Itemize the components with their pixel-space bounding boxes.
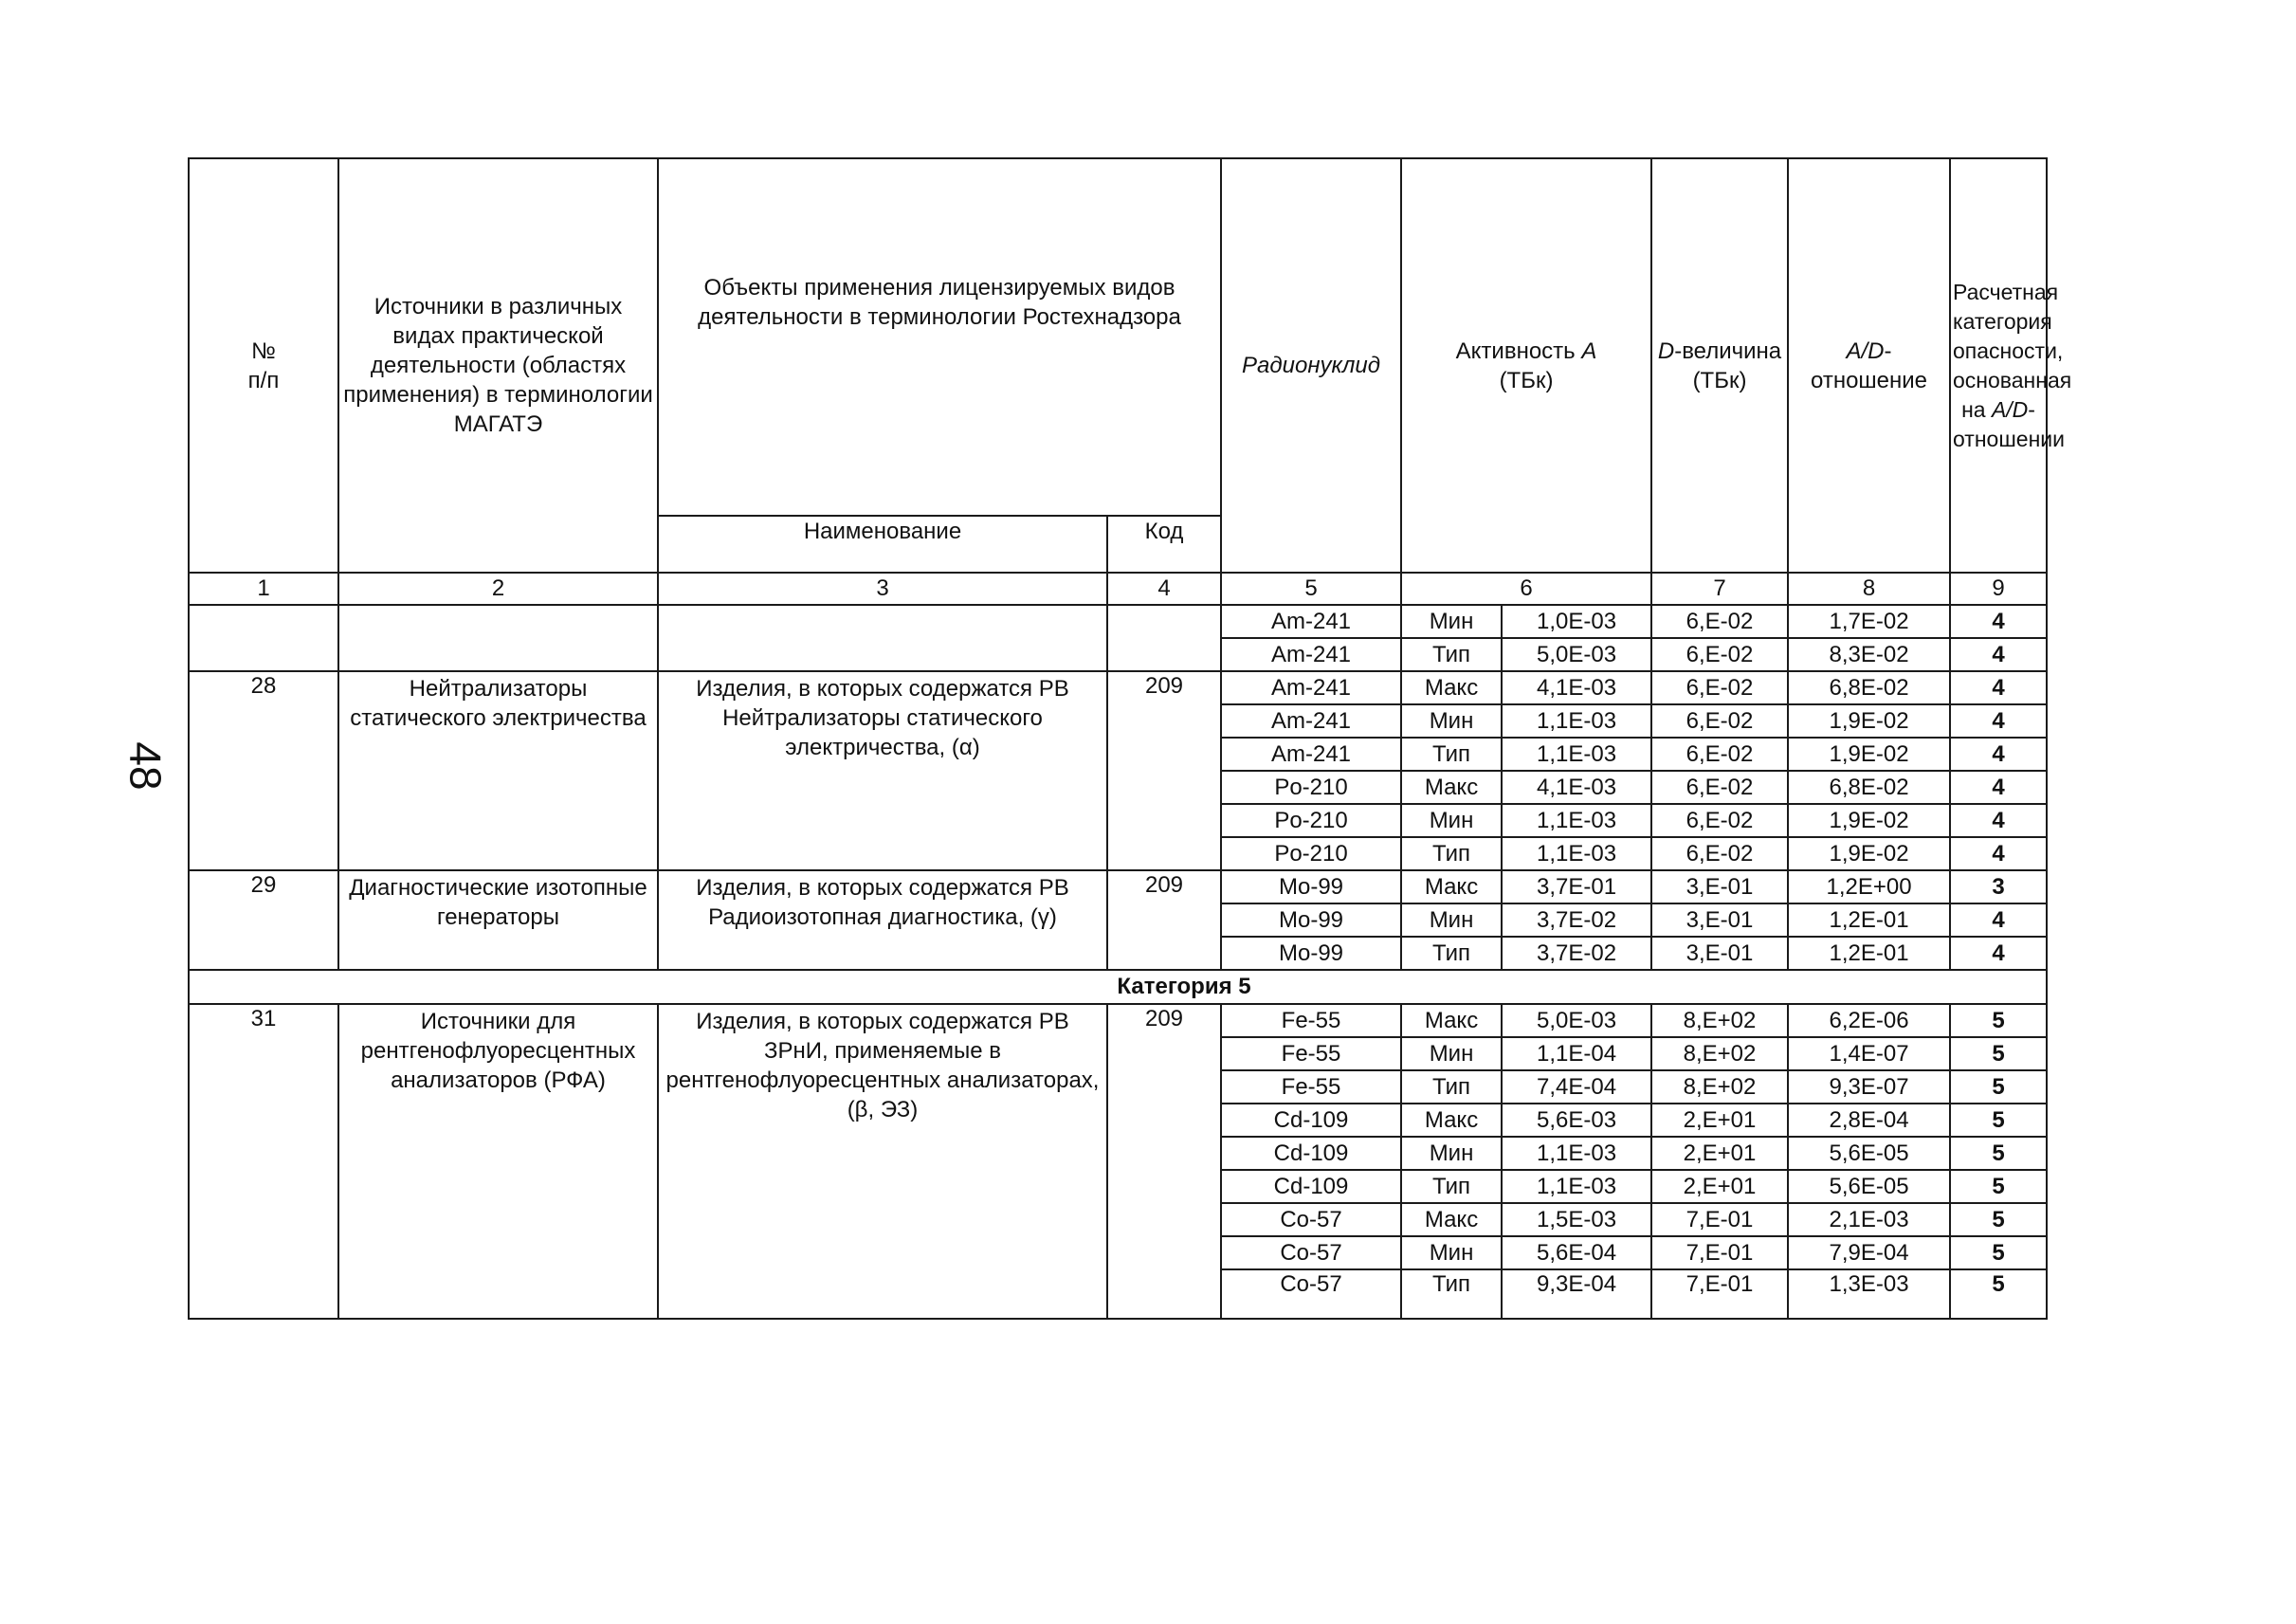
cell-activity: 1,1E-03	[1502, 1137, 1651, 1170]
cell-category: 5	[1950, 1104, 2047, 1137]
cell-category: 5	[1950, 1203, 2047, 1236]
entry-source: Источники для рентгенофлуоресцентных анализаторов (РФА)	[338, 1004, 658, 1319]
cell-ad-ratio: 7,9E-04	[1788, 1236, 1950, 1269]
cell-activity: 1,1E-03	[1502, 804, 1651, 837]
cell-ad-ratio: 1,9E-02	[1788, 837, 1950, 870]
cell-activity: 1,1E-03	[1502, 704, 1651, 738]
cell-ad-ratio: 1,3E-03	[1788, 1269, 1950, 1319]
cell-d-value: 7,E-01	[1651, 1203, 1788, 1236]
cell-activity-type: Тип	[1401, 1269, 1502, 1319]
cell-activity-type: Тип	[1401, 638, 1502, 671]
cell-radionuclide: Mo-99	[1221, 870, 1401, 903]
column-number: 7	[1651, 573, 1788, 605]
entry-object	[658, 605, 1107, 671]
entry-object: Изделия, в которых содержатся РВ Нейтрализаторы статического электричества, (α)	[658, 671, 1107, 870]
cell-category: 5	[1950, 1269, 2047, 1319]
entry-object: Изделия, в которых содержатся РВ Радиоизотопная диагностика, (γ)	[658, 870, 1107, 970]
column-number: 8	[1788, 573, 1950, 605]
cell-activity-type: Макс	[1401, 671, 1502, 704]
table-row	[189, 1004, 2047, 1037]
entry-number	[189, 605, 338, 671]
category-label: Категория 5	[1117, 974, 1251, 999]
cell-activity: 3,7E-02	[1502, 937, 1651, 970]
cell-activity-type: Мин	[1401, 903, 1502, 937]
category-label-cell	[189, 970, 2047, 1004]
column-number: 2	[338, 573, 658, 605]
cell-radionuclide: Mo-99	[1221, 937, 1401, 970]
cell-d-value: 6,E-02	[1651, 671, 1788, 704]
cell-d-value: 8,E+02	[1651, 1037, 1788, 1070]
cell-activity-type: Тип	[1401, 1070, 1502, 1104]
radionuclide-table	[188, 157, 2072, 1320]
table-row	[189, 605, 2047, 638]
cell-activity: 5,6E-04	[1502, 1236, 1651, 1269]
header-category: Расчетная категория опасности, основанная на A/D-отношении	[1950, 158, 2047, 573]
cell-d-value: 6,E-02	[1651, 704, 1788, 738]
cell-d-value: 7,E-01	[1651, 1236, 1788, 1269]
cell-d-value: 6,E-02	[1651, 837, 1788, 870]
column-number: 5	[1221, 573, 1401, 605]
cell-ad-ratio: 1,9E-02	[1788, 804, 1950, 837]
header-number: № п/п	[189, 158, 338, 573]
cell-d-value: 6,E-02	[1651, 771, 1788, 804]
cell-activity: 1,1E-03	[1502, 1170, 1651, 1203]
cell-d-value: 2,E+01	[1651, 1104, 1788, 1137]
cell-activity: 5,0E-03	[1502, 1004, 1651, 1037]
cell-ad-ratio: 1,9E-02	[1788, 704, 1950, 738]
cell-category: 5	[1950, 1137, 2047, 1170]
cell-radionuclide: Am-241	[1221, 738, 1401, 771]
entry-code	[1107, 605, 1221, 671]
cell-radionuclide: Am-241	[1221, 671, 1401, 704]
cell-d-value: 8,E+02	[1651, 1070, 1788, 1104]
cell-activity-type: Мин	[1401, 1236, 1502, 1269]
cell-radionuclide: Am-241	[1221, 638, 1401, 671]
column-number: 3	[658, 573, 1107, 605]
category-row	[189, 970, 2047, 1004]
cell-activity-type: Мин	[1401, 1137, 1502, 1170]
entry-code: 209	[1107, 870, 1221, 970]
cell-radionuclide: Po-210	[1221, 771, 1401, 804]
cell-activity: 4,1E-03	[1502, 771, 1651, 804]
cell-activity: 3,7E-02	[1502, 903, 1651, 937]
cell-ad-ratio: 1,4E-07	[1788, 1037, 1950, 1070]
cell-radionuclide: Co-57	[1221, 1269, 1401, 1319]
cell-category: 4	[1950, 937, 2047, 970]
cell-activity-type: Тип	[1401, 937, 1502, 970]
cell-category: 4	[1950, 638, 2047, 671]
cell-activity-type: Макс	[1401, 870, 1502, 903]
cell-d-value: 6,E-02	[1651, 738, 1788, 771]
cell-activity: 3,7E-01	[1502, 870, 1651, 903]
cell-category: 3	[1950, 870, 2047, 903]
cell-category: 5	[1950, 1070, 2047, 1104]
cell-category: 4	[1950, 704, 2047, 738]
cell-radionuclide: Co-57	[1221, 1236, 1401, 1269]
cell-ad-ratio: 1,2E-01	[1788, 903, 1950, 937]
page-number: 48	[120, 741, 171, 791]
header-radionuclide: Радионуклид	[1221, 158, 1401, 573]
cell-radionuclide: Fe-55	[1221, 1070, 1401, 1104]
cell-category: 4	[1950, 605, 2047, 638]
cell-activity: 7,4E-04	[1502, 1070, 1651, 1104]
cell-activity: 5,6E-03	[1502, 1104, 1651, 1137]
cell-category: 5	[1950, 1037, 2047, 1070]
cell-activity-type: Тип	[1401, 738, 1502, 771]
cell-category: 4	[1950, 804, 2047, 837]
cell-d-value: 3,E-01	[1651, 903, 1788, 937]
entry-code: 209	[1107, 1004, 1221, 1319]
cell-activity: 5,0E-03	[1502, 638, 1651, 671]
cell-radionuclide: Cd-109	[1221, 1104, 1401, 1137]
cell-ad-ratio: 2,1E-03	[1788, 1203, 1950, 1236]
cell-ad-ratio: 1,9E-02	[1788, 738, 1950, 771]
cell-radionuclide: Cd-109	[1221, 1170, 1401, 1203]
column-number: 9	[1950, 573, 2047, 605]
cell-ad-ratio: 9,3E-07	[1788, 1070, 1950, 1104]
header-object-code: Код	[1107, 516, 1221, 573]
radionuclide-table-wrap	[188, 157, 2072, 1320]
cell-radionuclide: Am-241	[1221, 704, 1401, 738]
cell-category: 4	[1950, 903, 2047, 937]
cell-activity-type: Макс	[1401, 1203, 1502, 1236]
cell-category: 4	[1950, 671, 2047, 704]
header-activity: Активность А (ТБк)	[1401, 158, 1651, 573]
cell-ad-ratio: 1,2E-01	[1788, 937, 1950, 970]
cell-activity: 4,1E-03	[1502, 671, 1651, 704]
cell-radionuclide: Po-210	[1221, 837, 1401, 870]
cell-category: 5	[1950, 1004, 2047, 1037]
cell-category: 5	[1950, 1170, 2047, 1203]
cell-activity: 1,0E-03	[1502, 605, 1651, 638]
cell-ad-ratio: 8,3E-02	[1788, 638, 1950, 671]
cell-ad-ratio: 1,2E+00	[1788, 870, 1950, 903]
table-row	[189, 870, 2047, 903]
cell-radionuclide: Fe-55	[1221, 1037, 1401, 1070]
cell-radionuclide: Am-241	[1221, 605, 1401, 638]
cell-activity: 1,1E-03	[1502, 837, 1651, 870]
cell-ad-ratio: 6,2E-06	[1788, 1004, 1950, 1037]
cell-radionuclide: Po-210	[1221, 804, 1401, 837]
entry-number: 31	[189, 1004, 338, 1319]
column-number: 1	[189, 573, 338, 605]
cell-radionuclide: Fe-55	[1221, 1004, 1401, 1037]
cell-category: 4	[1950, 837, 2047, 870]
cell-activity-type: Тип	[1401, 1170, 1502, 1203]
cell-d-value: 2,E+01	[1651, 1137, 1788, 1170]
cell-radionuclide: Co-57	[1221, 1203, 1401, 1236]
cell-ad-ratio: 2,8E-04	[1788, 1104, 1950, 1137]
cell-d-value: 2,E+01	[1651, 1170, 1788, 1203]
cell-ad-ratio: 6,8E-02	[1788, 771, 1950, 804]
cell-activity-type: Мин	[1401, 704, 1502, 738]
cell-d-value: 3,E-01	[1651, 870, 1788, 903]
cell-d-value: 3,E-01	[1651, 937, 1788, 970]
header-d-value: D-величина (ТБк)	[1651, 158, 1788, 573]
entry-source: Нейтрализаторы статического электричества	[338, 671, 658, 870]
cell-activity-type: Макс	[1401, 1004, 1502, 1037]
entry-object: Изделия, в которых содержатся РВ ЗРнИ, применяемые в рентгенофлуоресцентных анализаторах, (β, ЭЗ)	[658, 1004, 1107, 1319]
entry-source: Диагностические изотопные генераторы	[338, 870, 658, 970]
column-number-row	[189, 573, 2047, 605]
header-object-name: Наименование	[658, 516, 1107, 573]
cell-d-value: 6,E-02	[1651, 804, 1788, 837]
cell-radionuclide: Cd-109	[1221, 1137, 1401, 1170]
cell-activity-type: Мин	[1401, 1037, 1502, 1070]
cell-ad-ratio: 1,7E-02	[1788, 605, 1950, 638]
cell-d-value: 6,E-02	[1651, 605, 1788, 638]
cell-category: 5	[1950, 1236, 2047, 1269]
cell-category: 4	[1950, 771, 2047, 804]
cell-activity-type: Макс	[1401, 771, 1502, 804]
entry-source	[338, 605, 658, 671]
header-ad-ratio: A/D- отношение	[1788, 158, 1950, 573]
header-source: Источники в различных видах практической деятельности (областях применения) в терминологии МАГАТЭ	[338, 158, 658, 573]
cell-d-value: 6,E-02	[1651, 638, 1788, 671]
cell-radionuclide: Mo-99	[1221, 903, 1401, 937]
column-number: 6	[1401, 573, 1651, 605]
cell-activity-type: Тип	[1401, 837, 1502, 870]
cell-activity: 1,5E-03	[1502, 1203, 1651, 1236]
cell-activity: 1,1E-03	[1502, 738, 1651, 771]
cell-activity: 1,1E-04	[1502, 1037, 1651, 1070]
cell-activity-type: Мин	[1401, 605, 1502, 638]
cell-ad-ratio: 5,6E-05	[1788, 1170, 1950, 1203]
entry-number: 28	[189, 671, 338, 870]
cell-activity-type: Мин	[1401, 804, 1502, 837]
cell-d-value: 8,E+02	[1651, 1004, 1788, 1037]
cell-ad-ratio: 5,6E-05	[1788, 1137, 1950, 1170]
entry-code: 209	[1107, 671, 1221, 870]
cell-d-value: 7,E-01	[1651, 1269, 1788, 1319]
cell-category: 4	[1950, 738, 2047, 771]
entry-number: 29	[189, 870, 338, 970]
cell-ad-ratio: 6,8E-02	[1788, 671, 1950, 704]
cell-activity: 9,3E-04	[1502, 1269, 1651, 1319]
table-row	[189, 671, 2047, 704]
cell-activity-type: Макс	[1401, 1104, 1502, 1137]
header-objects: Объекты применения лицензируемых видов деятельности в терминологии Ростехнадзора	[658, 158, 1221, 516]
column-number: 4	[1107, 573, 1221, 605]
